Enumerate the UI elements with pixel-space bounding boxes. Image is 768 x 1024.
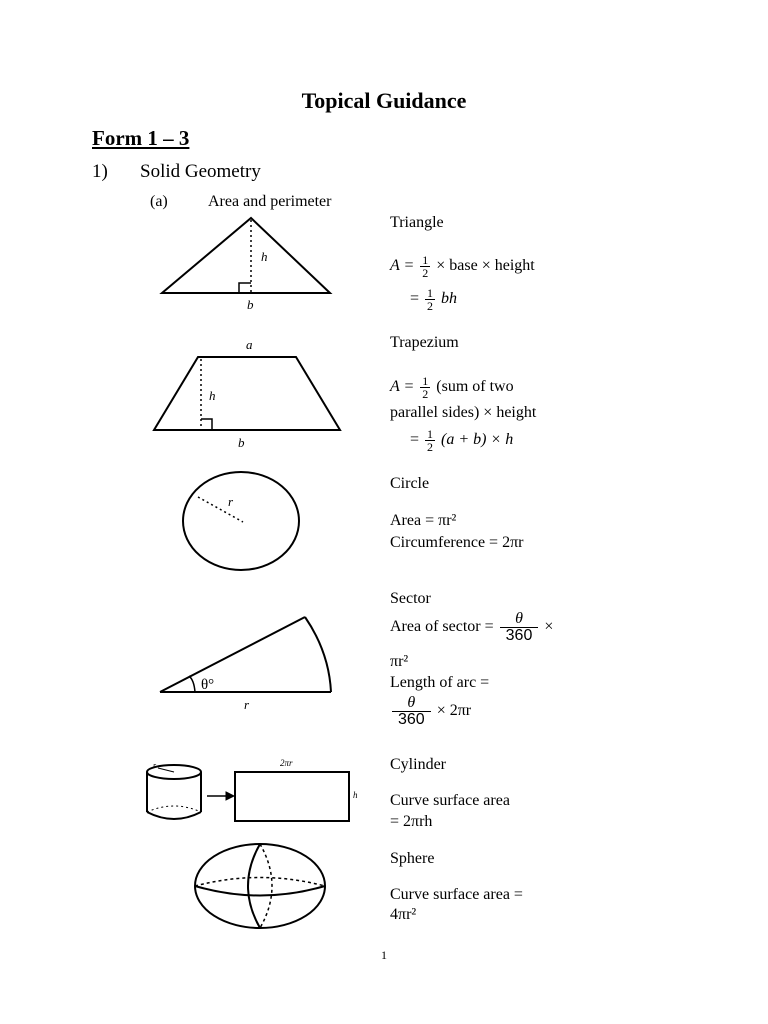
trapezium-name: Trapezium	[390, 334, 459, 351]
circle-circumference: Circumference = 2πr	[390, 534, 524, 551]
trapezium-h-label: h	[209, 388, 216, 403]
trapezium-formula-2: parallel sides) × height	[390, 404, 537, 421]
trapezium-formula-3: = $\frac{1}{2}$ (a + b) × h	[410, 427, 514, 454]
triangle-formula-1: A = $\frac{1}{2}$ × base × height	[390, 253, 535, 280]
cylinder-2pir-label: 2πr	[280, 758, 293, 768]
fraction: $\frac{1}{2}$	[427, 286, 434, 313]
section-title: Solid Geometry	[140, 161, 261, 182]
sector-theta-label: θ°	[201, 677, 215, 693]
circle-figure	[183, 472, 299, 570]
sphere-formula-2: 4πr²	[390, 906, 417, 923]
fraction: $\frac{\theta}{360}$	[392, 695, 431, 728]
sector-arc-prefix: Length of arc =	[390, 674, 490, 691]
fraction: $\frac{1}{2}$	[427, 427, 434, 454]
fraction: $\frac{1}{2}$	[422, 374, 429, 401]
cylinder-name: Cylinder	[390, 756, 446, 773]
page-title: Topical Guidance	[301, 88, 467, 113]
page-number: 1	[381, 948, 387, 962]
subsection-title: Area and perimeter	[208, 193, 332, 210]
circle-area: Area = πr²	[390, 512, 457, 529]
cylinder-formula-2: = 2πrh	[390, 813, 433, 830]
triangle-b-label: b	[247, 297, 254, 312]
trapezium-b-label: b	[238, 435, 245, 450]
sector-area-formula: Area of sector = $\frac{\theta}{360}$ ×	[390, 610, 554, 644]
form-heading: Form 1 – 3	[92, 126, 190, 150]
subsection-label: (a)	[150, 193, 168, 210]
circle-r-label: r	[228, 494, 234, 509]
sphere-figure	[195, 844, 325, 928]
sphere-formula-1: Curve surface area =	[390, 886, 523, 903]
circle-name: Circle	[390, 475, 430, 492]
cylinder-formula-1: Curve surface area	[390, 792, 510, 809]
section-number: 1)	[92, 161, 108, 182]
triangle-name: Triangle	[390, 214, 444, 231]
cylinder-r-label: r	[153, 761, 157, 770]
sphere-name: Sphere	[390, 850, 435, 867]
fraction: $\frac{\theta}{360}$	[500, 611, 539, 644]
sector-arc-formula: $\frac{\theta}{360}$ × 2πr	[390, 695, 471, 728]
cylinder-h-label: h	[353, 790, 358, 800]
fraction: $\frac{1}{2}$	[422, 253, 429, 280]
triangle-h-label: h	[261, 249, 268, 264]
sector-area-line2: πr²	[390, 653, 409, 670]
cylinder-figure	[147, 765, 349, 821]
sector-r-label: r	[244, 697, 250, 712]
trapezium-formula-1: A = $\frac{1}{2}$ (sum of two	[390, 374, 514, 401]
triangle-formula-2: = $\frac{1}{2}$ bh	[410, 286, 458, 313]
trapezium-a-label: a	[246, 337, 253, 352]
sector-figure	[160, 617, 331, 692]
triangle-figure	[162, 218, 330, 293]
trapezium-figure	[154, 357, 340, 430]
sector-name: Sector	[390, 590, 431, 607]
